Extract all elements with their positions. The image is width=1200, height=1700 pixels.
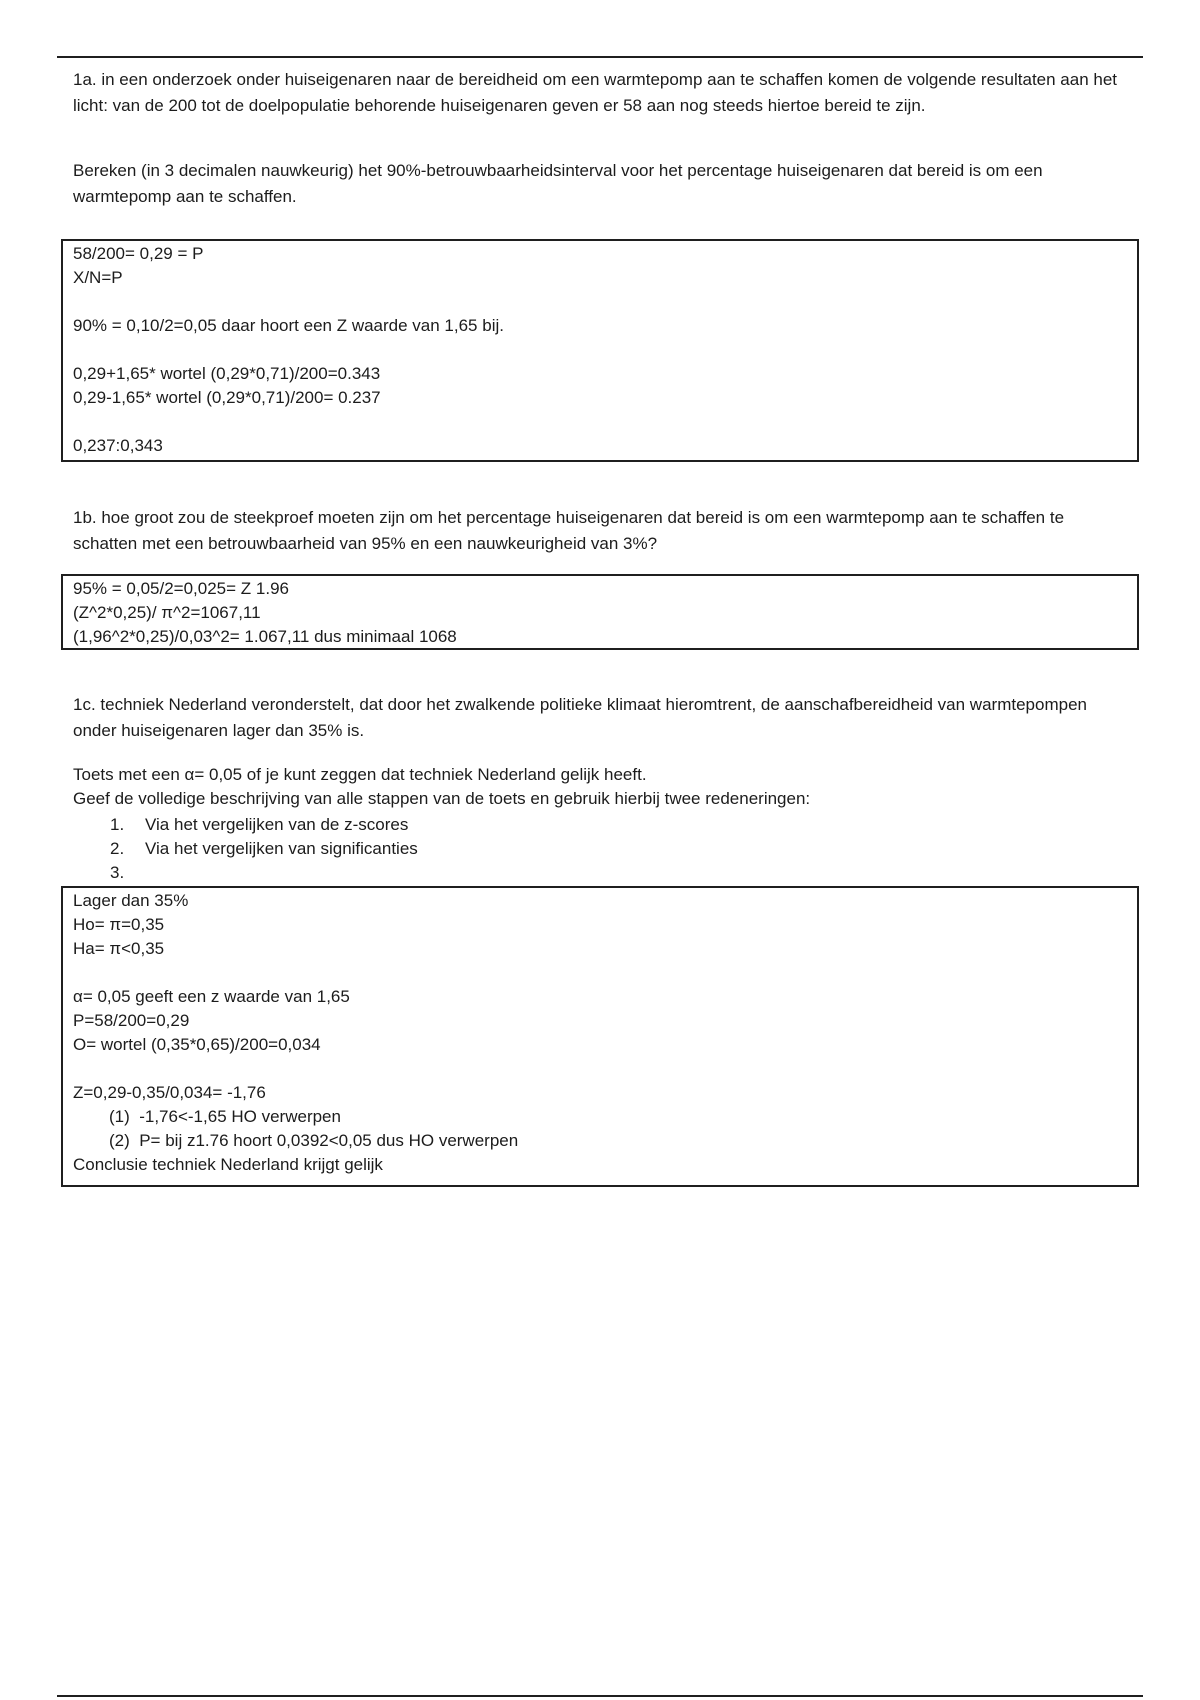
answer-gap — [73, 410, 1127, 434]
answer-step: (1) -1,76<-1,65 HO verwerpen — [109, 1107, 341, 1126]
answer-line: Z=0,29-0,35/0,034= -1,76 — [73, 1083, 266, 1102]
answer-gap — [73, 338, 1127, 362]
answer-line: P=58/200=0,29 — [73, 1011, 190, 1030]
answer-line: Ha= π<0,35 — [73, 939, 165, 958]
task-1c — [73, 763, 1133, 811]
answer-box-1c — [61, 886, 1139, 1187]
list-item: 3. — [110, 863, 125, 882]
answer-gap — [73, 961, 1127, 985]
answer-line: 0,29-1,65* wortel (0,29*0,71)/200= 0.237 — [73, 388, 381, 407]
answer-line: 0,237:0,343 — [73, 436, 163, 455]
question-1b: 1b. hoe groot zou de steekproef moeten zijn om het percentage huiseigenaren dat bereid is om een warmtepomp aan te schaffen te schatten met een betrouwbaarheid van 95% en een nauwkeurigheid van 3%? — [73, 508, 1065, 553]
list-item: 1. Via het vergelijken van de z-scores — [110, 815, 409, 834]
question-1c: 1c. techniek Nederland veronderstelt, dat door het zwalkende politieke klimaat hieromtrent, de aanschafbereidheid van warmtepompen onder huiseigenaren lager dan 35% is. — [73, 695, 1087, 740]
answer-step: (2) P= bij z1.76 hoort 0,0392<0,05 dus HO verwerpen — [109, 1131, 519, 1150]
answer-line: 95% = 0,05/2=0,025= Z 1.96 — [73, 579, 289, 598]
conclusion: Conclusie techniek Nederland krijgt gelijk — [73, 1155, 383, 1174]
question-1a: 1a. in een onderzoek onder huiseigenaren naar de bereidheid om een warmtepomp aan te schaffen komen de volgende resultaten aan het licht: van de 200 tot de doelpopulatie behorende huiseigenaren geven er 58 aan nog steeds hiertoe bereid te zijn. — [73, 70, 1118, 115]
answer-line: 58/200= 0,29 = P — [73, 244, 204, 263]
answer-line: X/N=P — [73, 268, 123, 287]
bottom-rule — [57, 1695, 1143, 1697]
answer-line: 0,29+1,65* wortel (0,29*0,71)/200=0.343 — [73, 364, 381, 383]
answer-line: 90% = 0,10/2=0,05 daar hoort een Z waarde van 1,65 bij. — [73, 316, 504, 335]
answer-line: Lager dan 35% — [73, 891, 189, 910]
answer-line: α= 0,05 geeft een z waarde van 1,65 — [73, 987, 350, 1006]
answer-line: O= wortel (0,35*0,65)/200=0,034 — [73, 1035, 321, 1054]
task-1a: Bereken (in 3 decimalen nauwkeurig) het 90%-betrouwbaarheidsinterval voor het percentage huiseigenaren dat bereid is om een warmtepomp aan te schaffen. — [73, 161, 1043, 206]
top-rule — [57, 56, 1143, 58]
answer-gap — [73, 290, 1127, 314]
answer-line: (1,96^2*0,25)/0,03^2= 1.067,11 dus minimaal 1068 — [73, 627, 457, 646]
list-item: 2. Via het vergelijken van significanties — [110, 839, 418, 858]
answer-line: (Z^2*0,25)/ π^2=1067,11 — [73, 603, 261, 622]
answer-line: Ho= π=0,35 — [73, 915, 165, 934]
answer-box-1b — [61, 574, 1139, 650]
reasoning-list — [110, 813, 418, 885]
answer-box-1a — [61, 239, 1139, 462]
task-line: Toets met een α= 0,05 of je kunt zeggen dat techniek Nederland gelijk heeft. — [73, 765, 647, 784]
task-line: Geef de volledige beschrijving van alle stappen van de toets en gebruik hierbij twee redeneringen: — [73, 789, 811, 808]
answer-gap — [73, 1057, 1127, 1081]
